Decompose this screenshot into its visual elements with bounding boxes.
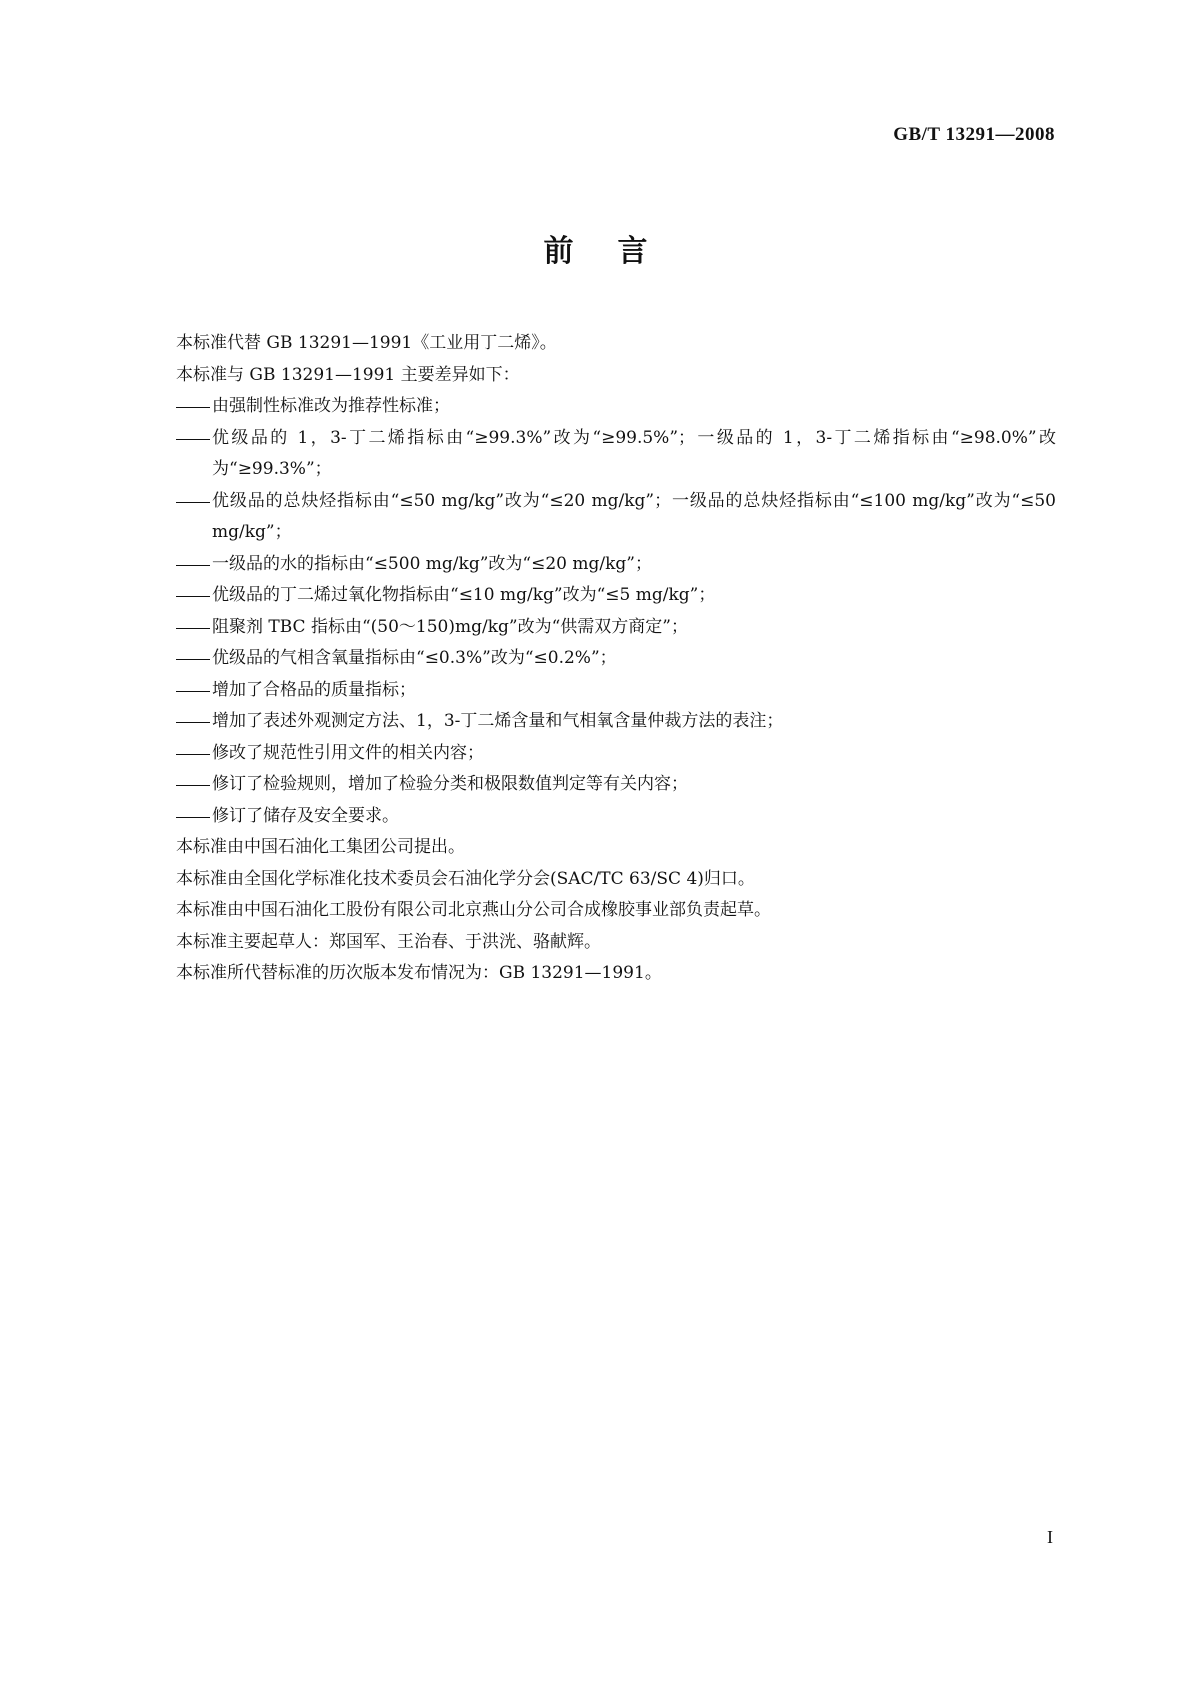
change-item <box>176 675 1056 707</box>
change-item <box>176 486 1056 549</box>
change-item-text: 修订了检验规则，增加了检验分类和极限数值判定等有关内容； <box>212 774 688 794</box>
change-item-text: 优级品的总炔烃指标由“≤50 mg/kg”改为“≤20 mg/kg”；一级品的总炔烃指标由“≤100 mg/kg”改为“≤50 mg/kg”； <box>212 490 1056 542</box>
change-item-text: 增加了合格品的质量指标； <box>212 679 416 700</box>
dash-icon <box>176 423 212 455</box>
change-item <box>176 549 1056 581</box>
change-item-text: 修改了规范性引用文件的相关内容； <box>212 742 484 763</box>
standard-code: GB/T 13291—2008 <box>893 124 1055 145</box>
change-item <box>176 769 1056 801</box>
intro-line: 本标准与 GB 13291—1991 主要差异如下： <box>176 364 520 385</box>
change-item-text: 一级品的水的指标由“≤500 mg/kg”改为“≤20 mg/kg”； <box>212 553 652 574</box>
closing-line: 本标准主要起草人：郑国军、王治春、于洪洸、骆献辉。 <box>176 931 601 952</box>
change-item <box>176 423 1056 486</box>
change-item-text: 修订了储存及安全要求。 <box>212 805 399 826</box>
dash-icon <box>176 769 212 801</box>
page-title: 前言 <box>543 234 692 269</box>
dash-icon <box>176 643 212 675</box>
change-item <box>176 580 1056 612</box>
closing-line: 本标准由中国石油化工集团公司提出。 <box>176 837 465 857</box>
change-item-text: 优级品的气相含氧量指标由“≤0.3%”改为“≤0.2%”； <box>212 648 617 668</box>
dash-icon <box>176 801 212 833</box>
change-item-text: 阻聚剂 TBC 指标由“(50～150)mg/kg”改为“供需双方商定”； <box>212 616 688 637</box>
dash-icon <box>176 580 212 612</box>
dash-icon <box>176 612 212 644</box>
dash-icon <box>176 706 212 738</box>
change-item-text: 优级品的丁二烯过氧化物指标由“≤10 mg/kg”改为“≤5 mg/kg”； <box>212 585 716 605</box>
dash-icon <box>176 391 212 423</box>
dash-icon <box>176 549 212 581</box>
page-number: I <box>1047 1527 1053 1547</box>
change-item-text: 增加了表述外观测定方法、1，3-丁二烯含量和气相氧含量仲裁方法的表注； <box>212 711 784 731</box>
change-item-text: 由强制性标准改为推荐性标准； <box>212 396 450 416</box>
closing-line: 本标准所代替标准的历次版本发布情况为：GB 13291—1991。 <box>176 963 662 983</box>
change-item <box>176 738 1056 770</box>
dash-icon <box>176 738 212 770</box>
change-item-text: 优级品的 1，3-丁二烯指标由“≥99.3%”改为“≥99.5%”；一级品的 1，3-丁二烯指标由“≥98.0%”改为“≥99.3%”； <box>212 427 1056 479</box>
closing-line: 本标准由中国石油化工股份有限公司北京燕山分公司合成橡胶事业部负责起草。 <box>176 900 771 920</box>
change-item <box>176 391 1056 423</box>
intro-line: 本标准代替 GB 13291—1991《工业用丁二烯》。 <box>176 333 557 353</box>
dash-icon <box>176 675 212 707</box>
change-item <box>176 612 1056 644</box>
foreword-body <box>176 328 1056 990</box>
closing-line: 本标准由全国化学标准化技术委员会石油化学分会(SAC/TC 63/SC 4)归口。 <box>176 868 755 889</box>
dash-icon <box>176 486 212 518</box>
change-item <box>176 643 1056 675</box>
change-item <box>176 801 1056 833</box>
change-item <box>176 706 1056 738</box>
